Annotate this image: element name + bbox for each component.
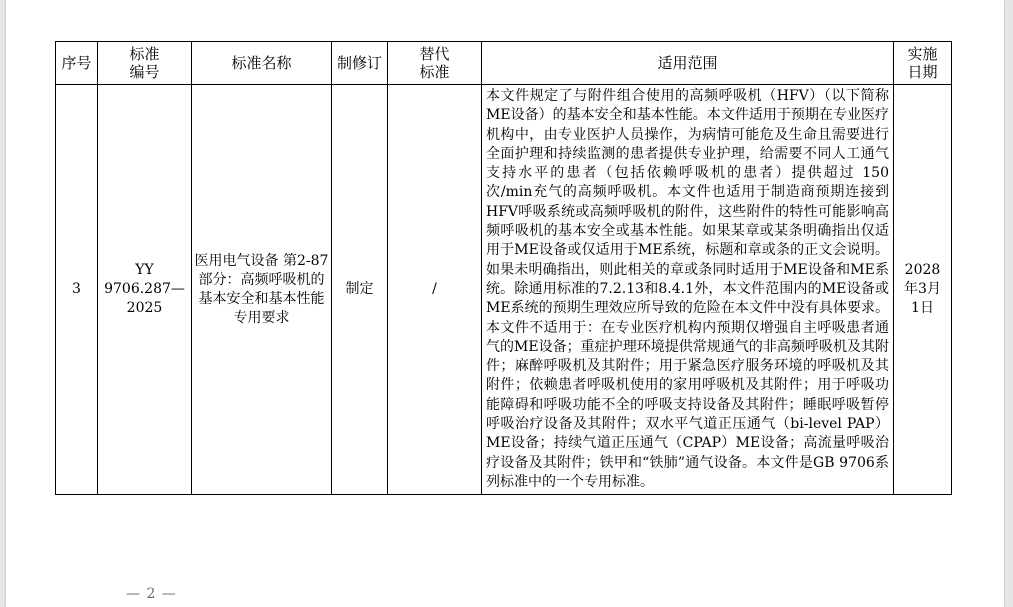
cell-date [894, 85, 952, 495]
header-std-name: 标准名称 [192, 42, 332, 85]
date-line2: 年3月 [904, 281, 941, 298]
std-no-line2: 9706.287— [104, 281, 185, 298]
std-no-line1: YY [135, 262, 154, 279]
header-replace-line2: 标准 [419, 63, 450, 81]
header-std-no [98, 42, 192, 85]
cell-std-no [98, 85, 192, 495]
header-std-no-line2: 编号 [129, 63, 160, 81]
table-row [56, 85, 952, 495]
header-replace-line1: 替代 [419, 45, 450, 63]
cell-scope: 本文件规定了与附件组合使用的高频呼吸机（HFV）（以下简称ME设备）的基本安全和基本性能。本文件适用于预期在专业医疗机构中，由专业医护人员操作，为病情可能危及生命且需要进行全面护理和持续监测的患者提供专业护理，给需要不同人工通气支持水平的患者（包括依赖呼吸机的患者）提供超过 150 次/min充气的高频呼吸机。本文件也适用于制造商预期连接到HFV呼吸系统或高频呼吸机的附件，这些附件的特性可能影响高频呼吸机的基本安全或基本性能。如果某章或某条明确指出仅适用于ME设备或仅适用于ME系统，标题和章或条的正文会说明。如果未明确指出，则此相关的章或条同时适用于ME设备和ME系统。除通用标准的7.2.13和8.4.1外，本文件范围内的ME设备或ME系统的预期生理效应所导致的危险在本文件中没有具体要求。本文件不适用于：在专业医疗机构内预期仅增强自主呼吸患者通气的ME设备；重症护理环境提供常规通气的非高频呼吸机及其附件；麻醉呼吸机及其附件；用于紧急医疗服务环境的呼吸机及其附件；依赖患者呼吸机使用的家用呼吸机及其附件；用于呼吸功能障碍和呼吸功能不全的呼吸支持设备及其附件；睡眠呼吸暂停呼吸治疗设备及其附件；双水平气道正压通气（bi-level PAP）ME设备；持续气道正压通气（CPAP）ME设备；高流量呼吸治疗设备及其附件；铁甲和“铁肺”通气设备。本文件是GB 9706系列标准中的一个专用标准。 [482, 85, 894, 495]
date-line1: 2028 [904, 262, 941, 279]
cell-std-name: 医用电气设备 第2-87部分：高频呼吸机的基本安全和基本性能专用要求 [192, 85, 332, 495]
std-no-line3: 2025 [126, 300, 163, 317]
cell-revision: 制定 [332, 85, 388, 495]
header-std-no-line1: 标准 [129, 45, 160, 63]
date-line3: 1日 [911, 300, 934, 317]
standards-table [55, 41, 952, 495]
header-date-line1: 实施 [907, 45, 938, 63]
header-date [894, 42, 952, 85]
header-seq: 序号 [56, 42, 98, 85]
header-date-line2: 日期 [907, 63, 938, 81]
document-page [6, 0, 1004, 607]
header-replace [388, 42, 482, 85]
cell-seq: 3 [56, 85, 98, 495]
table-header-row [56, 42, 952, 85]
page-number: — 2 — [126, 586, 177, 602]
header-revision: 制修订 [332, 42, 388, 85]
header-scope: 适用范围 [482, 42, 894, 85]
cell-replace: / [388, 85, 482, 495]
